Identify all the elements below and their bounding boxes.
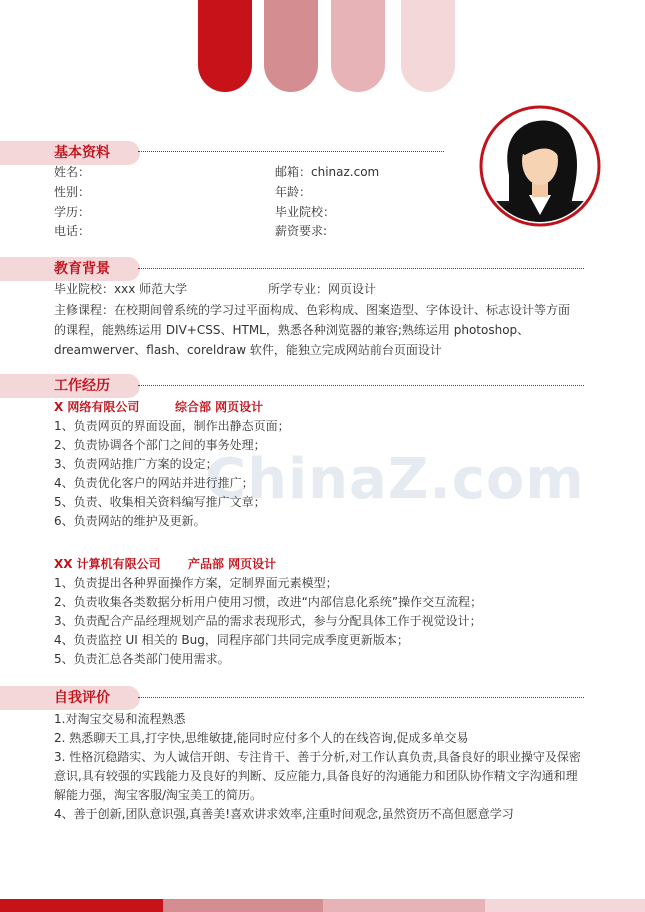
field-name: 姓名： [54,165,91,179]
duty-item: 3、负责配合产品经理规划产品的需求表现形式，参与分配具体工作于视觉设计； [54,614,482,628]
field-education: 学历： [54,205,91,219]
job-2-company: XX 计算机有限公司 [54,557,161,571]
field-phone: 电话： [54,224,91,238]
duty-item: 6、负责网站的维护及更新。 [54,514,206,528]
section-header-education [0,257,140,281]
section-title-self-eval: 自我评价 [54,690,110,706]
duty-item: 1、负责网页的界面设面，制作出静态页面； [54,419,290,433]
decor-tab-3 [331,0,385,92]
footer-bar-2 [163,899,323,912]
field-gender: 性别： [54,185,91,199]
avatar-portrait [479,105,601,227]
section-title-basic-info: 基本资料 [54,145,110,161]
self-eval-line: 2. 熟悉聊天工具,打字快,思维敏捷,能同时应付多个人的在线咨询,促成多单交易 [54,731,469,745]
self-eval-line: 3. 性格沉稳踏实、为人诚信开朗、专注肯干、善于分析,对工作认真负责,具备良好的职业操守及保密 [54,750,581,764]
self-eval-line: 意识,具有较强的实践能力及良好的判断、反应能力,具备良好的沟通能力和团队协作精文字沟通和理 [54,769,578,783]
footer-bar-1 [0,899,163,912]
section-header-basic-info [0,141,140,165]
duty-item: 5、负责、收集相关资料编写推广文章； [54,495,266,509]
duty-item: 1、负责提出各种界面操作方案，定制界面元素模型； [54,576,338,590]
duty-item: 4、负责监控 UI 相关的 Bug，同程序部门共同完成季度更新版本； [54,633,409,647]
self-eval-text [54,710,584,824]
divider-line [138,697,584,698]
job-1-company: X 网络有限公司 [54,400,140,414]
edu-major: 所学专业：网页设计 [268,282,377,296]
decor-tab-2 [264,0,318,92]
field-age: 年龄： [275,185,312,199]
duty-item: 2、负责收集各类数据分析用户使用习惯，改进“内部信息化系统”操作交互流程； [54,595,483,609]
edu-school: 毕业院校：xxx 师范大学 [54,282,188,296]
field-salary: 薪资要求: [275,224,328,238]
edu-courses [54,300,584,360]
footer-bar-4 [485,899,645,912]
watermark-text: ChinaZ.com [205,447,585,512]
divider-line [138,268,584,269]
field-email: 邮箱：chinaz.com [275,165,380,179]
duty-item: 2、负责协调各个部门之间的事务处理； [54,438,266,452]
section-title-work: 工作经历 [54,378,110,394]
section-title-education: 教育背景 [54,261,110,277]
decor-tab-4 [401,0,455,92]
section-header-self-eval [0,686,140,710]
job-1-duties [54,417,584,531]
decor-tab-1 [198,0,252,92]
job-1-dept: 综合部 网页设计 [175,400,264,414]
job-2-dept: 产品部 网页设计 [188,557,277,571]
duty-item: 3、负责网站推广方案的设定； [54,457,218,471]
edu-courses-line: dreamwerver、flash、coreldraw 软件，能独立完成网站前台页面设计 [54,343,442,357]
edu-courses-line: 主修课程：在校期间曾系统的学习过平面构成、色彩构成、图案造型、字体设计、标志设计等方面 [54,303,571,317]
duty-item: 4、负责优化客户的网站并进行推广； [54,476,254,490]
divider-line [138,385,584,386]
field-school: 毕业院校： [275,205,336,219]
self-eval-line: 解能力强，淘宝客服/淘宝美工的简历。 [54,788,263,802]
section-header-work [0,374,140,398]
footer-bar-3 [323,899,485,912]
self-eval-line: 1.对淘宝交易和流程熟悉 [54,712,186,726]
edu-courses-line: 的课程，能熟练运用 DIV+CSS、HTML，熟悉各种浏览器的兼容;熟练运用 photoshop、 [54,323,530,337]
divider-line [138,151,444,152]
self-eval-line: 4、善于创新,团队意识强,真善美!喜欢讲求效率,注重时间观念,虽然资历不高但愿意学习 [54,807,514,821]
job-2-duties [54,574,584,669]
duty-item: 5、负责汇总各类部门使用需求。 [54,652,230,666]
